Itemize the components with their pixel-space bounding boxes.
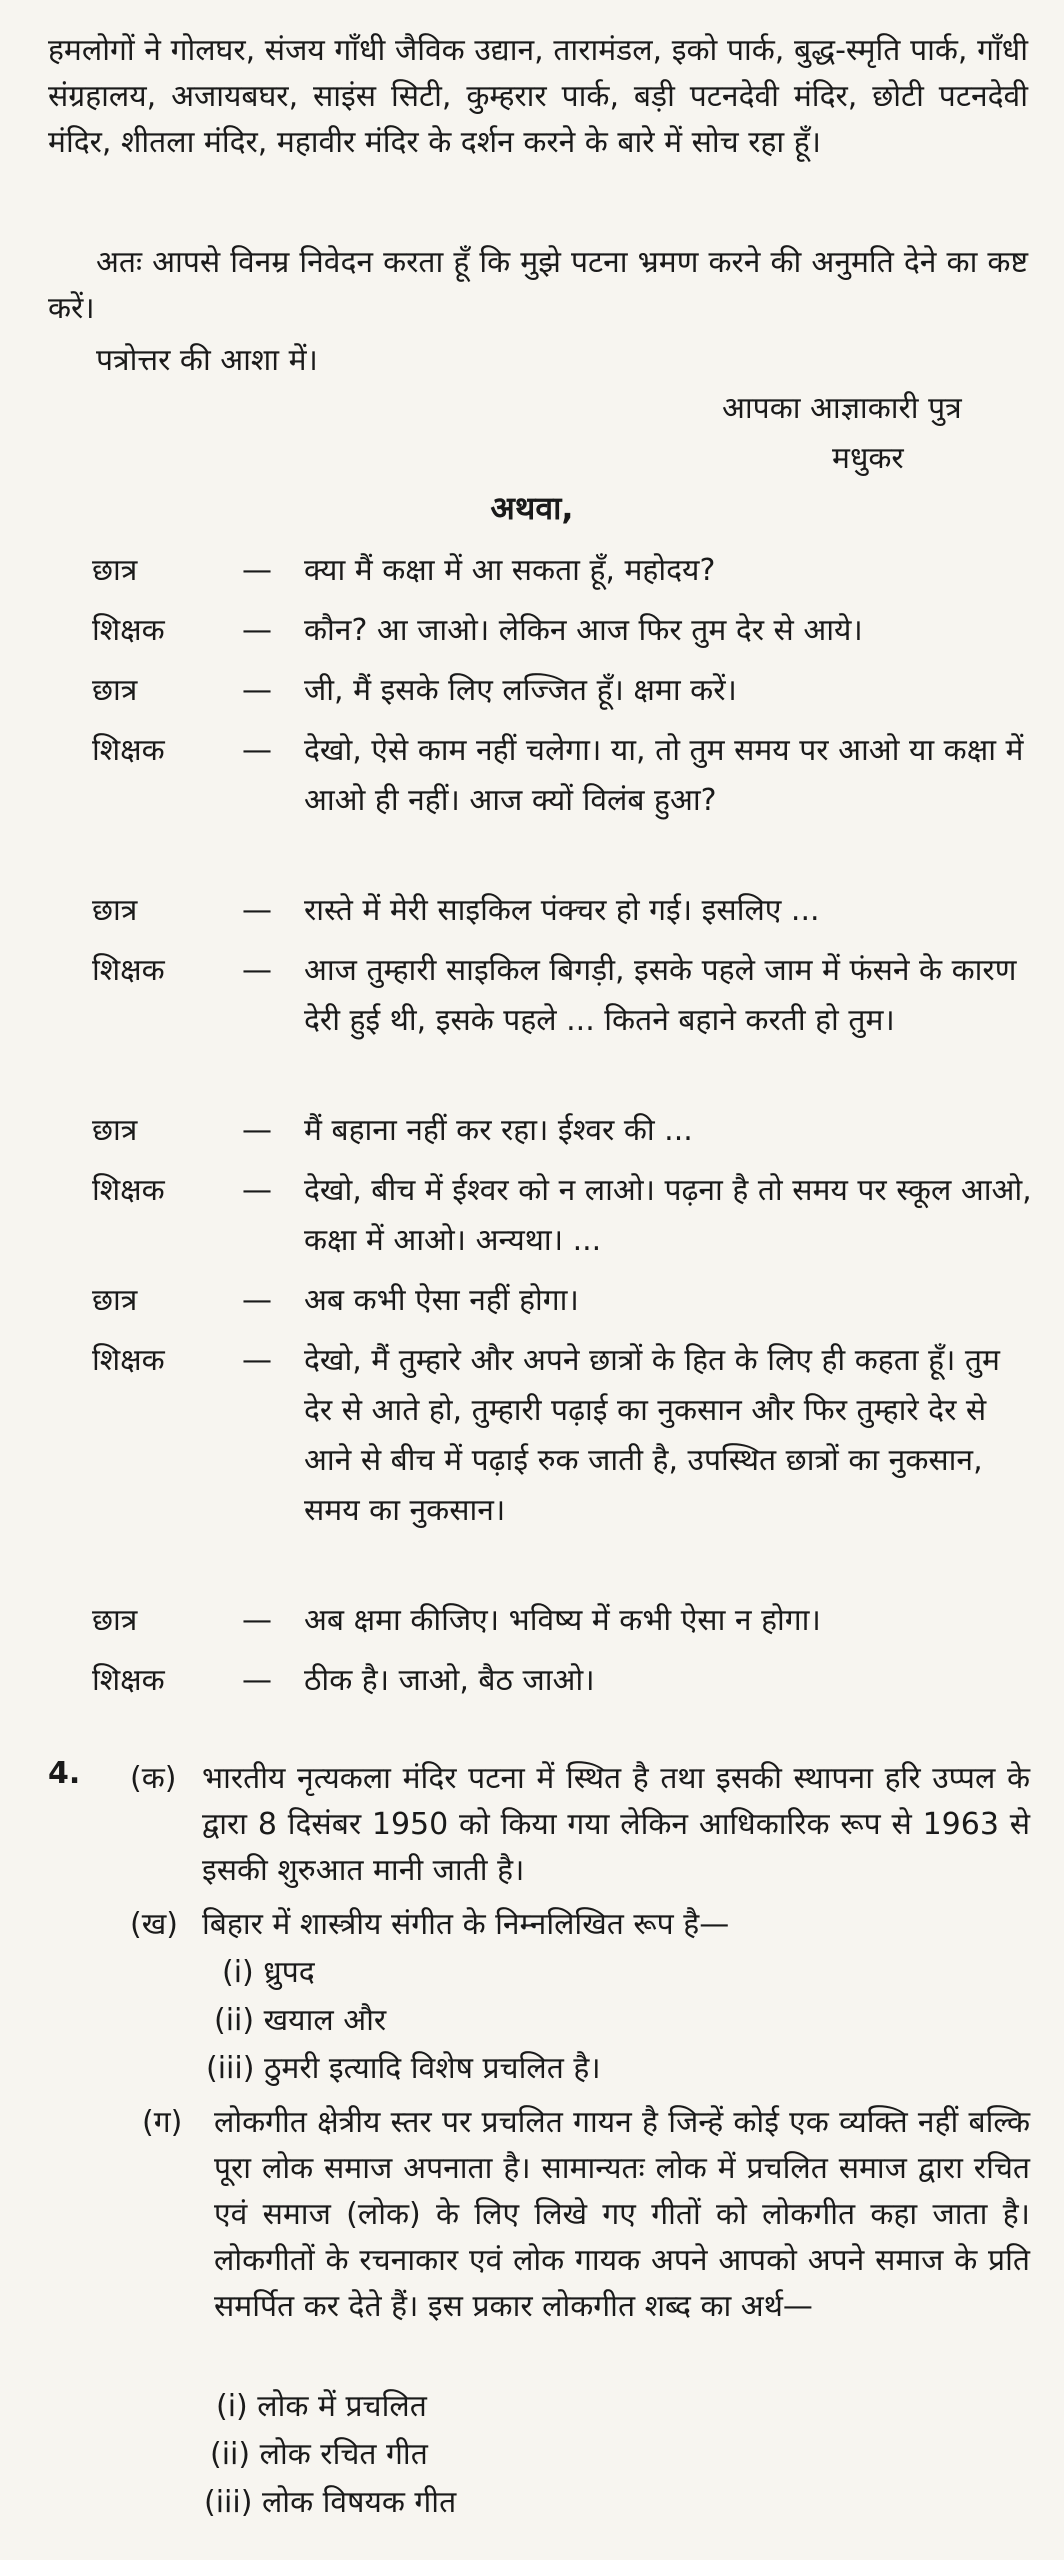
list-item	[214, 1998, 386, 2044]
list-item-number: (iii)	[206, 2051, 255, 2086]
question-number: 4.	[48, 1756, 81, 1791]
utterance: देखो, ऐसे काम नहीं चलेगा। या, तो तुम समय पर आओ या कक्षा में आओ ही नहीं। आज क्यों विलंब हुआ?	[304, 733, 1024, 818]
dash: —	[242, 673, 272, 708]
list-item-text: ठुमरी इत्यादि विशेष प्रचलित है।	[263, 2051, 601, 2086]
list-item	[206, 2046, 601, 2092]
list-item-number: (iii)	[204, 2485, 253, 2520]
dash: —	[242, 733, 272, 768]
list-item-number: (i)	[222, 1955, 254, 1990]
utterance: अब कभी ऐसा नहीं होगा।	[304, 1283, 579, 1318]
answer-label: (क)	[130, 1761, 177, 1796]
speaker: शिक्षक	[92, 1173, 165, 1208]
speaker: शिक्षक	[92, 1343, 165, 1378]
dash: —	[242, 1173, 272, 1208]
answer-label: (ग)	[142, 2105, 183, 2140]
or-heading: अथवा,	[490, 489, 574, 527]
speaker: छात्र	[92, 1283, 138, 1318]
list-item-text: लोक रचित गीत	[259, 2437, 428, 2472]
answer-text: लोकगीत क्षेत्रीय स्तर पर प्रचलित गायन है जिन्हें कोई एक व्यक्ति नहीं बल्कि पूरा लोक समाज अपनाता है। सामान्यतः लोक में प्रचलित समाज द्वारा रचित एवं समाज (लोक) के लिए लिखे गए गीतों को लोकगीत कहा जाता है। लोकगीतों के रचनाकार एवं लोक गायक अपने आपको अपने समाज के प्रति समर्पित कर देते हैं। इस प्रकार लोकगीत शब्द का अर्थ—	[214, 2105, 1030, 2324]
utterance: मैं बहाना नहीं कर रहा। ईश्वर की ...	[304, 1113, 693, 1148]
list-item-number: (ii)	[214, 2003, 255, 2038]
dash: —	[242, 553, 272, 588]
letter-paragraph-1: हमलोगों ने गोलघर, संजय गाँधी जैविक उद्यान, तारामंडल, इको पार्क, बुद्ध-स्मृति पार्क, गाँधी संग्रहालय, अजायबघर, साइंस सिटी, कुम्हरार पार्क, बड़ी पटनदेवी मंदिर, छोटी पटनदेवी मंदिर, शीतला मंदिर, महावीर मंदिर के दर्शन करने के बारे में सोच रहा हूँ।	[48, 33, 1028, 160]
answer-text: बिहार में शास्त्रीय संगीत के निम्नलिखित रूप है—	[202, 1907, 730, 1942]
dash: —	[242, 613, 272, 648]
dash: —	[242, 1603, 272, 1638]
speaker: छात्र	[92, 1603, 138, 1638]
utterance: क्या मैं कक्षा में आ सकता हूँ, महोदय?	[304, 553, 716, 588]
utterance: देखो, मैं तुम्हारे और अपने छात्रों के हित के लिए ही कहता हूँ। तुम देर से आते हो, तुम्हारी पढ़ाई का नुकसान और फिर तुम्हारे देर से आने से बीच में पढ़ाई रुक जाती है, उपस्थित छात्रों का नुकसान, समय का नुकसान।	[304, 1343, 1000, 1528]
list-item-text: लोक में प्रचलित	[257, 2389, 427, 2424]
list-item-number: (i)	[216, 2389, 248, 2424]
utterance: आज तुम्हारी साइकिल बिगड़ी, इसके पहले जाम में फंसने के कारण देरी हुई थी, इसके पहले ... कितने बहाने करती हो तुम।	[304, 953, 1017, 1038]
list-item-number: (ii)	[210, 2437, 251, 2472]
speaker: शिक्षक	[92, 733, 165, 768]
letter-paragraph-3: पत्रोत्तर की आशा में।	[96, 343, 318, 378]
list-item-text: लोक विषयक गीत	[261, 2485, 457, 2520]
utterance: अब क्षमा कीजिए। भविष्य में कभी ऐसा न होगा।	[304, 1603, 821, 1638]
speaker: छात्र	[92, 673, 138, 708]
utterance: ठीक है। जाओ, बैठ जाओ।	[304, 1663, 595, 1698]
list-item	[222, 1950, 315, 1996]
speaker: शिक्षक	[92, 953, 165, 988]
speaker: शिक्षक	[92, 613, 165, 648]
letter-signature: मधुकर	[832, 441, 904, 476]
letter-closing: आपका आज्ञाकारी पुत्र	[722, 391, 962, 426]
dash: —	[242, 893, 272, 928]
answer-text: भारतीय नृत्यकला मंदिर पटना में स्थित है तथा इसकी स्थापना हरि उप्पल के द्वारा 8 दिसंबर 1950 को किया गया लेकिन आधिकारिक रूप से 1963 से इसकी शुरुआत मानी जाती है।	[202, 1761, 1030, 1888]
utterance: रास्ते में मेरी साइकिल पंक्चर हो गई। इसलिए ...	[304, 893, 820, 928]
dash: —	[242, 1343, 272, 1378]
utterance: कौन? आ जाओ। लेकिन आज फिर तुम देर से आये।	[304, 613, 863, 648]
letter-paragraph-2: अतः आपसे विनम्र निवेदन करता हूँ कि मुझे पटना भ्रमण करने की अनुमति देने का कष्ट करें।	[48, 245, 1028, 326]
speaker: शिक्षक	[92, 1663, 165, 1698]
list-item	[216, 2384, 427, 2430]
dash: —	[242, 1283, 272, 1318]
speaker: छात्र	[92, 893, 138, 928]
list-item	[210, 2432, 428, 2478]
speaker: छात्र	[92, 1113, 138, 1148]
answer-label: (ख)	[130, 1907, 178, 1942]
list-item-text: ध्रुपद	[263, 1955, 315, 1990]
list-item-text: खयाल और	[263, 2003, 387, 2038]
speaker: छात्र	[92, 553, 138, 588]
list-item	[204, 2480, 456, 2526]
dash: —	[242, 953, 272, 988]
dash: —	[242, 1113, 272, 1148]
dash: —	[242, 1663, 272, 1698]
utterance: देखो, बीच में ईश्वर को न लाओ। पढ़ना है तो समय पर स्कूल आओ, कक्षा में आओ। अन्यथा। ...	[304, 1173, 1032, 1258]
utterance: जी, मैं इसके लिए लज्जित हूँ। क्षमा करें।	[304, 673, 737, 708]
